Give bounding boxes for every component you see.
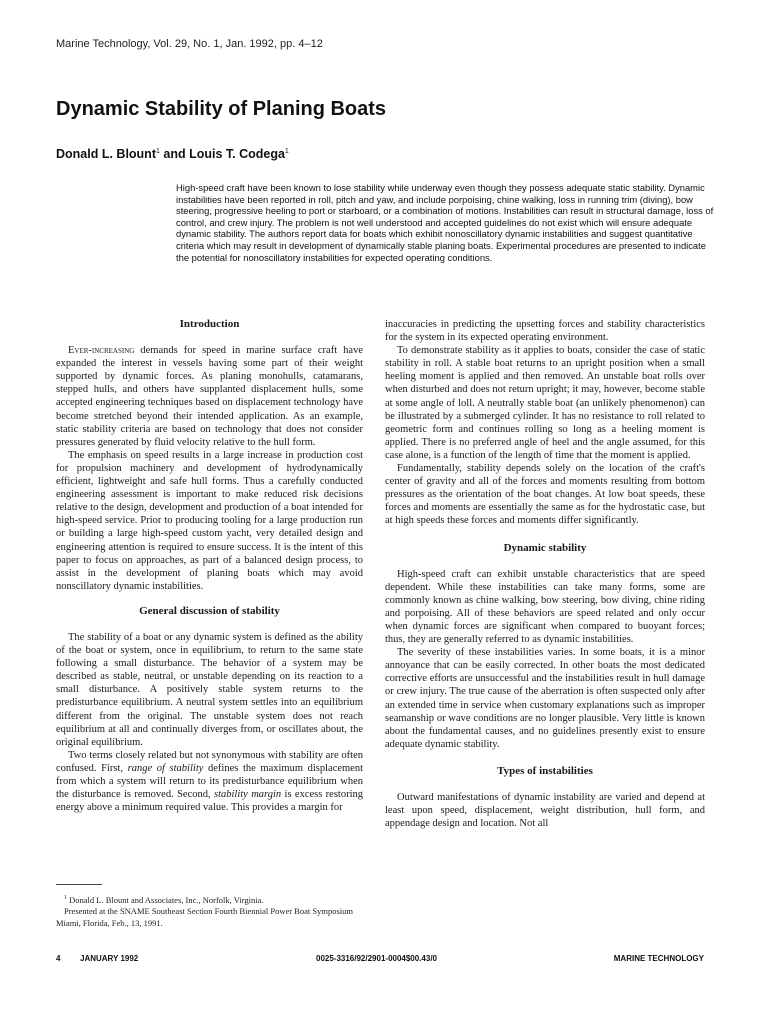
- footnote: [56, 893, 363, 906]
- footnote-divider: [56, 884, 102, 885]
- issue-date: JANUARY 1992: [80, 954, 139, 963]
- page-footer: [56, 954, 704, 966]
- footnotes: [56, 893, 363, 929]
- page-number: 4: [56, 954, 61, 963]
- right-column: [385, 318, 705, 830]
- paragraph: The emphasis on speed results in a large increase in production cost for propulsion machinery and development of hydrodynamically efficient, lightweight and safe hull forms. Thus a carefully conducted engineering assessment is important to make reduced risk decisions relative to the design, development and production of a boat intended for high-speed service. Prior to producing tooling for a large production run or building a large high-speed custom yacht, very detailed design and engineering attention is required to ensure success. It is the intent of this paper to focus on approaches, as part of a balanced design process, to assist in the development of planing boats which may avoid nonscillatory dynamic instabilities.: [56, 449, 363, 592]
- emphasis: range of stability: [127, 762, 204, 774]
- lead-in-small-caps: Ever-increasing: [68, 345, 135, 357]
- paragraph: [56, 749, 363, 814]
- author-name: Louis T. Codega: [189, 147, 285, 161]
- footnote-marker: 1: [64, 895, 67, 901]
- footnote-marker: 1: [155, 147, 160, 155]
- footnote-marker: 1: [284, 147, 289, 155]
- copyright-code: 0025-3316/92/2901-0004$00.43/0: [316, 954, 437, 963]
- abstract: High-speed craft have been known to lose stability while underway even though they possess adequate static stability. Dynamic instabilities have been reported in roll, pitch and yaw, and include porpoising, chine walking, loss in running trim (diving), bow steering, progressive heeling to port or starboard, or a combination of motions. Instabilities can result in structural damage, loss of control, and crew injury. The problem is not well understood and accepted guidelines do not exist which will ensure adequate dynamic stability. The authors report data for boats which exhibit nonoscillatory dynamic instabilities and suggest quantitative criteria which may result in development of dynamically stable planing boats. Experimental procedures are presented to indicate the potential for nonoscillatory instabilities for expected operating conditions.: [176, 182, 714, 263]
- emphasis: stability margin: [214, 789, 282, 801]
- paragraph: [56, 344, 363, 449]
- paragraph: The stability of a boat or any dynamic system is defined as the ability of the boat or system, once in equilibrium, to return to the same state following a small disturbance. The behavior of a system may be described as stable, neutral, or unstable depending on its reaction to a small disturbance. A positively stable system returns to the predisturbance equilibrium. A neutral system settles into an equilibrium different from the original. The unstable system does not reach equilibrium at all and continually diverges from, or oscillates about, the original equilibrium.: [56, 631, 363, 748]
- paragraph-text: is excess restoring energy above a minimum required value. This provides a margin for: [56, 789, 364, 814]
- author-conjunction: and: [159, 147, 190, 161]
- paragraph-text: demands for speed in marine surface craft have expanded the interest in vessels having some part of their weight supported by dynamic forces. As planing monohulls, catamarans, stepped hulls, and others have supplanted displacement hulls, some accepted engineering techniques based on displacement technology have become stretched beyond their intended application. As an example, static stability criteria are based on technology that does not consider pressures generated by fluid velocity relative to the hull form.: [56, 345, 363, 448]
- left-column: [56, 318, 363, 814]
- paragraph-text: Two terms closely related but not synonymous with stability are often confused. First,: [56, 749, 363, 774]
- paragraph: Outward manifestations of dynamic instability are varied and depend at least upon speed, displacement, weight distribution, hull form, and appendage design and location. Not all: [385, 792, 705, 830]
- author-line: [56, 147, 289, 161]
- footnote: Presented at the SNAME Southeast Section Fourth Biennial Power Boat Symposium Miami, Florida, Feb., 13, 1991.: [56, 906, 353, 928]
- footnote-text: Donald L. Blount and Associates, Inc., Norfolk, Virginia.: [67, 894, 264, 905]
- section-heading-general-discussion: General discussion of stability: [139, 604, 280, 617]
- paragraph: High-speed craft can exhibit unstable characteristics that are speed dependent. While these instabilities can take many forms, some are commonly known as chine walking, bow steering, bow diving, chine riding and porpoising. All of these behaviors are speed related and only occur when dynamic forces are significant when compared to buoyant forces; thus, they are generally referred to as dynamic instabilities.: [385, 568, 705, 646]
- paragraph: To demonstrate stability as it applies to boats, consider the case of static stability in roll. A stable boat returns to an upright position when a small heeling moment is applied and then removed. An unstable boat rolls over when disturbed and does not return upright; it may, however, become stable at some angle of loll. A neutrally stable boat (an unlikely phenomenon) can be illustrated by a submerged cylinder. It has no resistance to roll related to geometric form and continues rolling so long as a heeling moment is applied. There is no preferred angle of heel and the angle assumed, for this case alone, is a function of the length of time that the moment is applied.: [385, 345, 705, 461]
- paragraph: The severity of these instabilities varies. In some boats, it is a minor annoyance that can be easily corrected. In other boats the most dedicated corrective efforts are unsuccessful and the instabilities result in hull damage or crew injury. The true cause of the aberration is often suspected only after an extended time in service when customary explanations such as improper seamanship or wave conditions are no longer plausible. Very little is known about the fundamental causes, and no guidelines presently exist to ensure adequate dynamic stability.: [385, 647, 705, 750]
- section-heading-types-of-instabilities: Types of instabilities: [497, 764, 593, 777]
- section-heading-introduction: Introduction: [179, 318, 240, 330]
- running-head: Marine Technology, Vol. 29, No. 1, Jan. 1992, pp. 4–12: [56, 38, 323, 50]
- paragraph: Fundamentally, stability depends solely on the location of the craft's center of gravity and all of the forces and moments resulting from bottom pressures as the orientation of the boat changes. At low boat speeds, these forces and moments are essentially the same as for the hydrostatic case, but at high speeds these forces and moments differ significantly.: [385, 463, 705, 527]
- paragraph-text: defines the maximum displacement from which a system will return to its predisturbance equilibrium when the disturbance is removed. Second,: [56, 762, 364, 801]
- section-heading-dynamic-stability: Dynamic stability: [503, 541, 587, 554]
- author-name: Donald L. Blount: [56, 147, 156, 161]
- paragraph: inaccuracies in predicting the upsetting forces and stability characteristics for the system in its expected operating environment.: [385, 319, 705, 344]
- paper-title: Dynamic Stability of Planing Boats: [56, 98, 387, 120]
- journal-name: MARINE TECHNOLOGY: [613, 954, 704, 963]
